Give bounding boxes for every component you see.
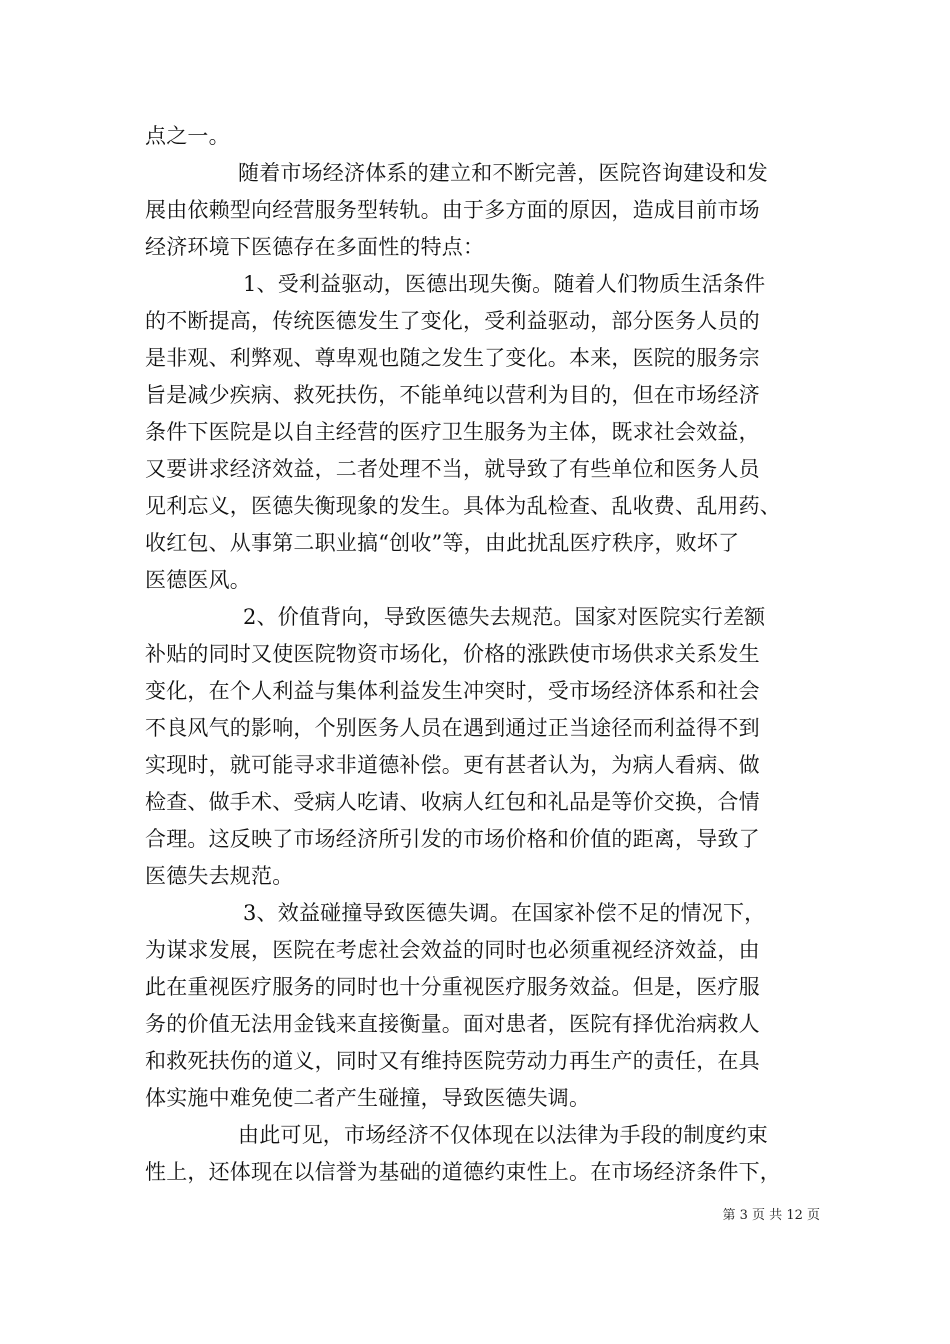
text-line: 医德医风。 <box>145 568 251 592</box>
text-line: 随着市场经济体系的建立和不断完善，医院咨询建设和发 <box>238 161 768 185</box>
text-line: 检查、做手术、受病人吃请、收病人红包和礼品是等价交换，合情 <box>145 790 760 814</box>
text-line: 此在重视医疗服务的同时也十分重视医疗服务效益。但是，医疗服 <box>145 975 760 999</box>
text-line: 的不断提高，传统医德发生了变化，受利益驱动，部分医务人员的 <box>145 309 760 333</box>
text-line: 条件下医院是以自主经营的医疗卫生服务为主体，既求社会效益， <box>145 420 760 444</box>
text-line: 体实施中难免使二者产生碰撞，导致医德失调。 <box>145 1086 591 1110</box>
text-line: 变化，在个人利益与集体利益发生冲突时，受市场经济体系和社会 <box>145 679 760 703</box>
text-line: 展由依赖型向经营服务型转轨。由于多方面的原因，造成目前市场 <box>145 198 760 222</box>
text-line: 2、价值背向，导致医德失去规范。国家对医院实行差额 <box>243 605 766 629</box>
text-line: 见利忘义，医德失衡现象的发生。具体为乱检查、乱收费、乱用药、 <box>145 494 781 518</box>
text-line: 点之一。 <box>145 124 230 148</box>
text-line: 医德失去规范。 <box>145 864 294 888</box>
text-line: 性上，还体现在以信誉为基础的道德约束性上。在市场经济条件下， <box>145 1160 781 1184</box>
text-line: 旨是减少疾病、救死扶伤，不能单纯以营利为目的，但在市场经济 <box>145 383 760 407</box>
text-line: 经济环境下医德存在多面性的特点： <box>145 235 485 259</box>
text-line: 务的价值无法用金钱来直接衡量。面对患者，医院有择优治病救人 <box>145 1012 760 1036</box>
text-line: 1、受利益驱动，医德出现失衡。随着人们物质生活条件 <box>243 272 766 296</box>
page-number: 第 3 页 共 12 页 <box>722 1208 820 1223</box>
text-line: 不良风气的影响，个别医务人员在遇到通过正当途径而利益得不到 <box>145 716 760 740</box>
body-text <box>145 118 825 1191</box>
text-line: 3、效益碰撞导致医德失调。在国家补偿不足的情况下， <box>243 901 766 925</box>
text-line: 补贴的同时又使医院物资市场化，价格的涨跌使市场供求关系发生 <box>145 642 760 666</box>
text-line: 是非观、利弊观、尊卑观也随之发生了变化。本来，医院的服务宗 <box>145 346 760 370</box>
text-line: 由此可见，市场经济不仅体现在以法律为手段的制度约束 <box>238 1123 768 1147</box>
text-line: 为谋求发展，医院在考虑社会效益的同时也必须重视经济效益，由 <box>145 938 760 962</box>
text-line: 和救死扶伤的道义，同时又有维持医院劳动力再生产的责任，在具 <box>145 1049 760 1073</box>
text-line: 实现时，就可能寻求非道德补偿。更有甚者认为，为病人看病、做 <box>145 753 760 777</box>
text-line: 又要讲求经济效益，二者处理不当，就导致了有些单位和医务人员 <box>145 457 760 481</box>
text-line: 收红包、从事第二职业搞“创收”等，由此扰乱医疗秩序，败坏了 <box>145 531 740 555</box>
text-line: 合理。这反映了市场经济所引发的市场价格和价值的距离，导致了 <box>145 827 760 851</box>
